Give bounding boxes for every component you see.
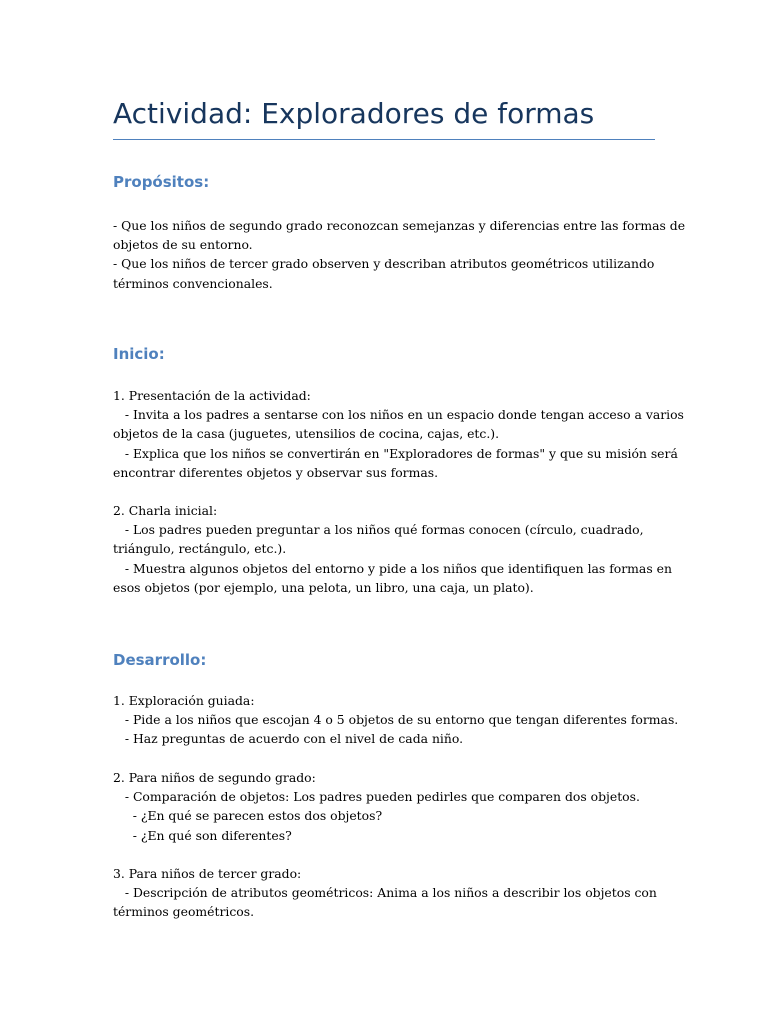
section-heading-desarrollo: Desarrollo: bbox=[113, 651, 207, 669]
text-line: - Comparación de objetos: Los padres pueden pedirles que comparen dos objetos. bbox=[113, 789, 640, 805]
text-line: triángulo, rectángulo, etc.). bbox=[113, 541, 287, 557]
text-line: - Explica que los niños se convertirán en "Exploradores de formas" y que su misión será bbox=[113, 445, 678, 461]
section-heading-propositos: Propósitos: bbox=[113, 173, 210, 191]
text-line: - ¿En qué se parecen estos dos objetos? bbox=[113, 808, 383, 824]
inicio-charla-text bbox=[113, 501, 672, 597]
text-line: términos geométricos. bbox=[113, 904, 255, 920]
text-line: - Que los niños de segundo grado reconozcan semejanzas y diferencias entre las formas de bbox=[113, 218, 686, 233]
text-line: - Pide a los niños que escojan 4 o 5 objetos de su entorno que tengan diferentes formas. bbox=[113, 712, 679, 728]
inicio-presentacion-text bbox=[113, 386, 684, 482]
desarrollo-segundo-grado-text bbox=[113, 768, 655, 845]
text-line: - Invita a los padres a sentarse con los niños en un espacio donde tengan acceso a varios bbox=[113, 407, 684, 423]
text-line: 3. Para niños de tercer grado: bbox=[113, 866, 302, 881]
text-line: - Los padres pueden preguntar a los niños qué formas conocen (círculo, cuadrado, bbox=[113, 522, 644, 538]
text-line: - Haz preguntas de acuerdo con el nivel de cada niño. bbox=[113, 731, 464, 747]
text-line: - Que los niños de tercer grado observen y describan atributos geométricos utilizando bbox=[113, 256, 655, 272]
page-title: Actividad: Exploradores de formas bbox=[113, 97, 595, 130]
text-line: esos objetos (por ejemplo, una pelota, un libro, una caja, un plato). bbox=[113, 579, 534, 595]
text-line: - Muestra algunos objetos del entorno y pide a los niños que identifiquen las formas en bbox=[113, 560, 672, 576]
desarrollo-exploracion-text bbox=[113, 691, 679, 749]
text-line: encontrar diferentes objetos y observar sus formas. bbox=[113, 464, 439, 480]
text-line: 2. Charla inicial: bbox=[113, 503, 218, 518]
text-line: 1. Exploración guiada: bbox=[113, 693, 255, 708]
title-divider bbox=[113, 139, 655, 140]
desarrollo-tercer-grado-text bbox=[113, 864, 655, 922]
text-line: - Descripción de atributos geométricos: Anima a los niños a describir los objetos con bbox=[113, 885, 657, 901]
text-line: objetos de la casa (juguetes, utensilios de cocina, cajas, etc.). bbox=[113, 426, 500, 442]
section-heading-inicio: Inicio: bbox=[113, 345, 165, 363]
text-line: - ¿En qué son diferentes? bbox=[113, 827, 292, 843]
text-line: términos convencionales. bbox=[113, 275, 273, 291]
text-line: objetos de su entorno. bbox=[113, 237, 253, 253]
text-line: 2. Para niños de segundo grado: bbox=[113, 770, 316, 785]
text-line: 1. Presentación de la actividad: bbox=[113, 388, 311, 403]
propositos-text bbox=[113, 216, 686, 293]
